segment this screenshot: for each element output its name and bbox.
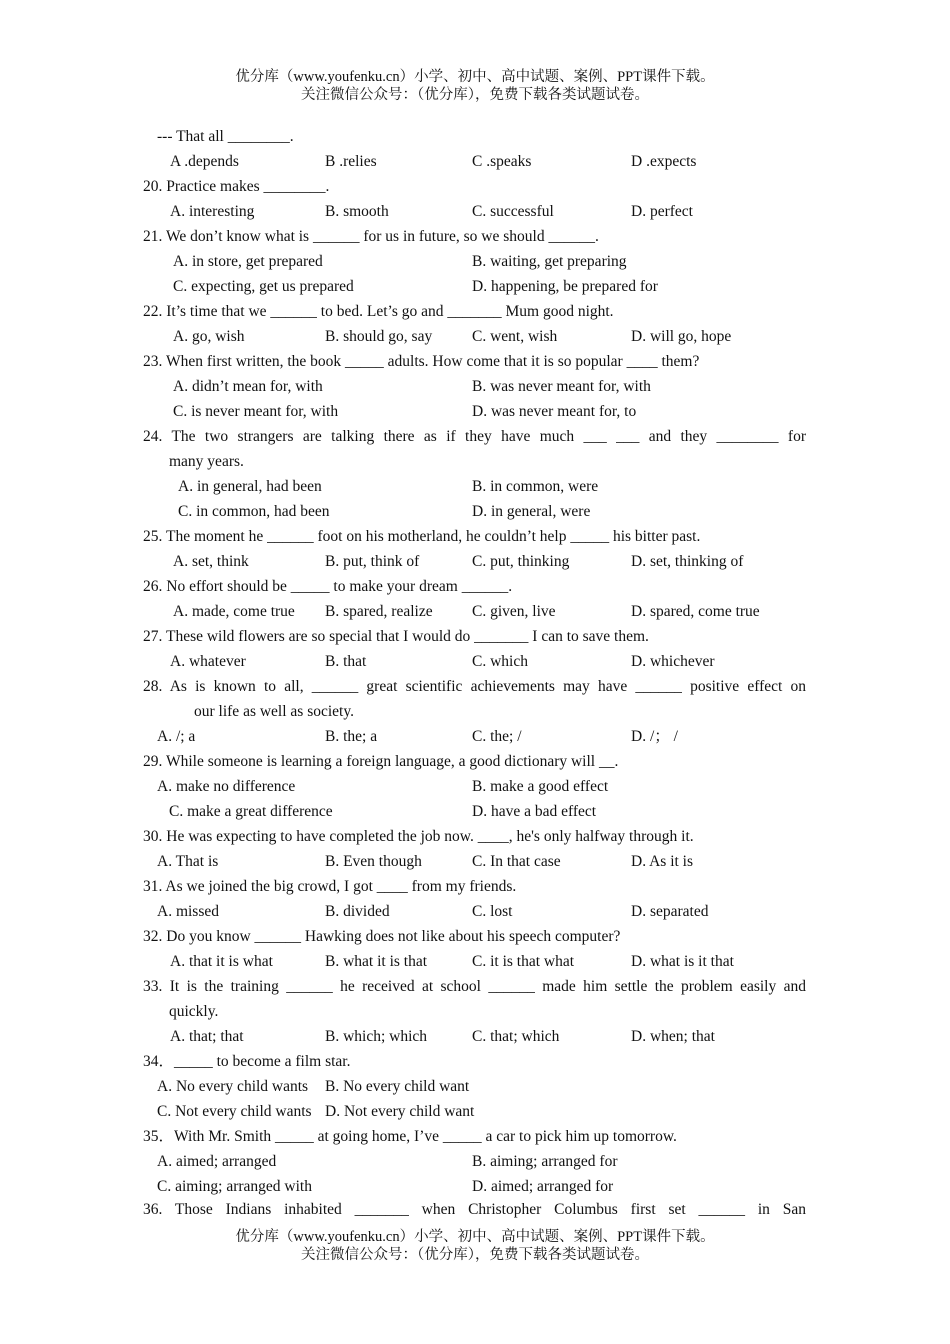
page-header (0, 68, 950, 104)
question-27-stem: 27. These wild flowers are so special that I would do _______ I can to save them. (143, 628, 649, 645)
footer-line-2: 关注微信公众号：（优分库），免费下载各类试题试卷。 (301, 1247, 649, 1263)
question-35-stem: 35．With Mr. Smith _____ at going home, I’ve _____ a car to pick him up tomorrow. (143, 1128, 677, 1145)
q29-option-a: A. make no difference (157, 778, 296, 795)
q21-option-a: A. in store, get prepared (173, 253, 323, 270)
question-32-stem: 32. Do you know ______ Hawking does not like about his speech computer? (143, 928, 621, 945)
q32-option-b: B. what it is that (325, 953, 428, 970)
q22-option-b: B. should go, say (325, 328, 433, 345)
q26-option-b: B. spared, realize (325, 603, 433, 620)
q19-option-c: C .speaks (472, 153, 532, 170)
question-19-tail: --- That all ________. (157, 128, 294, 145)
q19-option-a: A .depends (170, 153, 239, 170)
question-33-stem-line1: 33. It is the training ______ he received at school ______ made him settle the problem easily and (143, 978, 806, 995)
header-line-2: 关注微信公众号：（优分库），免费下载各类试题试卷。 (301, 87, 649, 103)
q30-option-a: A. That is (157, 853, 219, 870)
q35-option-b: B. aiming; arranged for (472, 1153, 618, 1170)
footer-line-1: 优分库（www.youfenku.cn）小学、初中、高中试题、案例、PPT课件下载。 (235, 1229, 715, 1245)
question-23-stem: 23. When first written, the book _____ adults. How come that it is so popular ____ them? (143, 353, 700, 370)
q22-option-d: D. will go, hope (631, 328, 732, 345)
q30-option-d: D. As it is (631, 853, 694, 870)
q19-option-d: D .expects (631, 153, 697, 170)
q20-option-a: A. interesting (170, 203, 255, 220)
q22-option-c: C. went, wish (472, 328, 558, 345)
question-29-stem: 29. While someone is learning a foreign language, a good dictionary will __. (143, 753, 619, 770)
question-34-stem: 34．_____ to become a film star. (143, 1053, 351, 1070)
q24-option-a: A. in general, had been (178, 478, 322, 495)
q24-option-d: D. in general, were (472, 503, 591, 520)
question-31-stem: 31. As we joined the big crowd, I got ____ from my friends. (143, 878, 517, 895)
q22-option-a: A. go, wish (173, 328, 245, 345)
q34-option-b: B. No every child want (325, 1078, 470, 1095)
q31-option-a: A. missed (157, 903, 219, 920)
q31-option-d: D. separated (631, 903, 709, 920)
question-21-stem: 21. We don’t know what is ______ for us in future, so we should ______. (143, 228, 599, 245)
q25-option-a: A. set, think (173, 553, 249, 570)
q28-option-d: D. /； / (631, 728, 678, 745)
q28-option-c: C. the; / (472, 728, 522, 745)
q27-option-b: B. that (325, 653, 367, 670)
header-line-1: 优分库（www.youfenku.cn）小学、初中、高中试题、案例、PPT课件下载。 (235, 69, 715, 85)
q33-option-d: D. when; that (631, 1028, 715, 1045)
q31-option-b: B. divided (325, 903, 390, 920)
question-26-stem: 26. No effort should be _____ to make your dream ______. (143, 578, 513, 595)
q30-option-c: C. In that case (472, 853, 561, 870)
question-22-stem: 22. It’s time that we ______ to bed. Let’s go and _______ Mum good night. (143, 303, 614, 320)
q30-option-b: B. Even though (325, 853, 422, 870)
q28-option-b: B. the; a (325, 728, 378, 745)
q31-option-c: C. lost (472, 903, 513, 920)
q33-option-b: B. which; which (325, 1028, 428, 1045)
q26-option-d: D. spared, come true (631, 603, 760, 620)
q35-option-c: C. aiming; arranged with (157, 1178, 312, 1195)
q34-option-c: C. Not every child wants (157, 1103, 312, 1120)
question-28-stem-line2: our life as well as society. (194, 703, 354, 720)
page-footer (0, 1228, 950, 1264)
question-28-stem-line1: 28. As is known to all, ______ great scientific achievements may have ______ positive effect on (143, 678, 806, 695)
q20-option-d: D. perfect (631, 203, 693, 220)
q34-option-d: D. Not every child want (325, 1103, 475, 1120)
q21-option-b: B. waiting, get preparing (472, 253, 627, 270)
q25-option-c: C. put, thinking (472, 553, 570, 570)
q34-option-a: A. No every child wants (157, 1078, 309, 1095)
question-30-stem: 30. He was expecting to have completed the job now. ____, he's only halfway through it. (143, 828, 694, 845)
q35-option-d: D. aimed; arranged for (472, 1178, 614, 1195)
question-24-stem-line1: 24. The two strangers are talking there as if they have much ___ ___ and they ________ for (143, 428, 806, 445)
q25-option-d: D. set, thinking of (631, 553, 744, 570)
question-24-stem-line2: many years. (169, 453, 244, 470)
question-25-stem: 25. The moment he ______ foot on his motherland, he couldn’t help _____ his bitter past. (143, 528, 701, 545)
q35-option-a: A. aimed; arranged (157, 1153, 277, 1170)
q27-option-c: C. which (472, 653, 528, 670)
q23-option-d: D. was never meant for, to (472, 403, 637, 420)
q24-option-c: C. in common, had been (178, 503, 330, 520)
q32-option-a: A. that it is what (170, 953, 273, 970)
q33-option-a: A. that; that (170, 1028, 244, 1045)
q23-option-c: C. is never meant for, with (173, 403, 339, 420)
q29-option-b: B. make a good effect (472, 778, 609, 795)
question-33-stem-line2: quickly. (169, 1003, 219, 1020)
question-36-stem: 36. Those Indians inhabited _______ when Christopher Columbus first set ______ in San (143, 1201, 806, 1218)
q32-option-d: D. what is it that (631, 953, 734, 970)
q23-option-b: B. was never meant for, with (472, 378, 651, 395)
q23-option-a: A. didn’t mean for, with (173, 378, 323, 395)
q32-option-c: C. it is that what (472, 953, 575, 970)
q33-option-c: C. that; which (472, 1028, 560, 1045)
q26-option-c: C. given, live (472, 603, 556, 620)
q20-option-b: B. smooth (325, 203, 389, 220)
q25-option-b: B. put, think of (325, 553, 420, 570)
q21-option-d: D. happening, be prepared for (472, 278, 658, 295)
question-20-stem: 20. Practice makes ________. (143, 178, 330, 195)
q29-option-d: D. have a bad effect (472, 803, 597, 820)
q20-option-c: C. successful (472, 203, 554, 220)
q21-option-c: C. expecting, get us prepared (173, 278, 354, 295)
q27-option-d: D. whichever (631, 653, 715, 670)
q24-option-b: B. in common, were (472, 478, 599, 495)
q19-option-b: B .relies (325, 153, 377, 170)
q27-option-a: A. whatever (170, 653, 246, 670)
q29-option-c: C. make a great difference (169, 803, 333, 820)
q28-option-a: A. /; a (157, 728, 196, 745)
q26-option-a: A. made, come true (173, 603, 295, 620)
